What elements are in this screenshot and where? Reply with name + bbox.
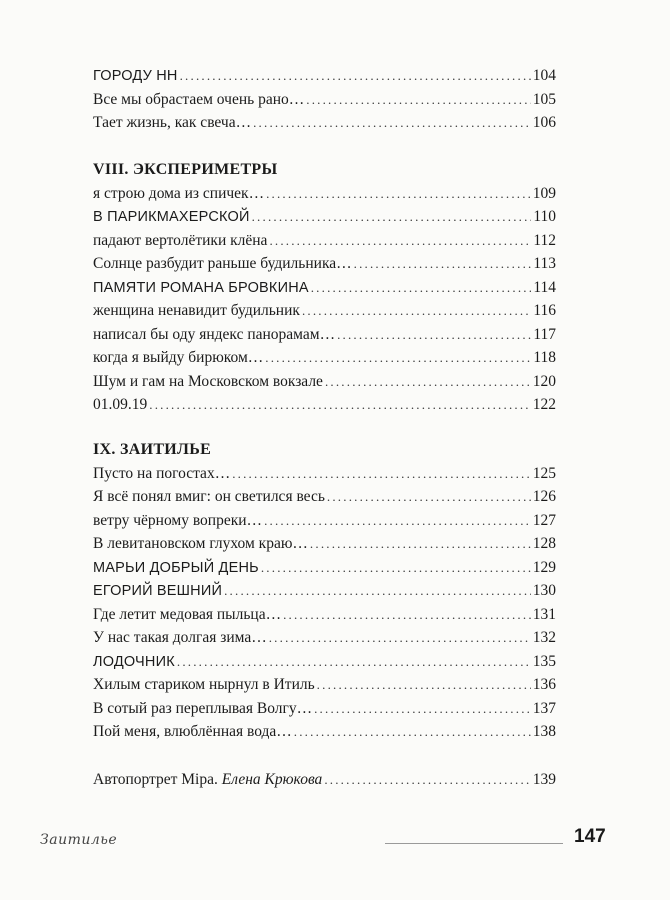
toc-entry[interactable] xyxy=(93,556,556,580)
toc-entry-page: 130 xyxy=(532,582,556,599)
footer-rule xyxy=(385,843,563,844)
toc-entry-page: 117 xyxy=(533,325,556,343)
toc-entry-page: 122 xyxy=(532,396,556,413)
toc-section-9 xyxy=(93,462,556,744)
toc-entry-page: 135 xyxy=(532,652,556,670)
toc-entry-title: ЕГОРИЙ ВЕШНИЙ xyxy=(93,583,223,599)
toc-entry[interactable] xyxy=(93,673,556,697)
toc-entry-page: 136 xyxy=(532,676,556,693)
leader-dots xyxy=(177,650,531,674)
toc-entry[interactable] xyxy=(93,252,556,276)
toc-entry-title: ПАМЯТИ РОМАНА БРОВКИНА xyxy=(93,279,309,296)
toc-entry[interactable] xyxy=(93,697,556,721)
leader-dots xyxy=(269,626,531,650)
leader-dots xyxy=(180,64,531,88)
toc-entry-title: Все мы обрастаем очень рано… xyxy=(93,90,305,108)
toc-entry-title: Автопортрет Міра. Елена Крюкова xyxy=(93,770,323,788)
leader-dots xyxy=(294,720,531,744)
toc-entry-title: У нас такая долгая зима… xyxy=(93,629,267,646)
toc-entry-title: когда я выйду бирюком… xyxy=(93,349,264,366)
toc-group-start xyxy=(93,64,556,135)
leader-dots xyxy=(302,299,531,323)
toc-entry[interactable] xyxy=(93,229,556,253)
toc-entry-title: 01.09.19 xyxy=(93,396,148,413)
section-heading-8: VIII. ЭКСПЕРИМЕТРЫ xyxy=(93,160,278,178)
toc-entry-page: 114 xyxy=(533,278,556,296)
toc-entry[interactable] xyxy=(93,720,556,744)
toc-entry[interactable] xyxy=(93,393,556,417)
toc-entry[interactable] xyxy=(93,462,556,486)
toc-entry-page: 126 xyxy=(532,488,556,505)
leader-dots xyxy=(317,673,531,697)
toc-section-8 xyxy=(93,182,556,417)
leader-dots xyxy=(283,603,531,627)
toc-entry-title: Солнце разбудит раньше будильника… xyxy=(93,255,352,272)
toc-entry-title: ЛОДОЧНИК xyxy=(93,653,175,670)
toc-entry-title: МАРЬИ ДОБРЫЙ ДЕНЬ xyxy=(93,559,259,576)
leader-dots xyxy=(337,323,531,347)
toc-entry-page: 110 xyxy=(533,208,556,225)
toc-entry-title: женщина ненавидит будильник xyxy=(93,302,300,319)
toc-entry-page: 105 xyxy=(532,90,556,108)
toc-entry[interactable] xyxy=(93,650,556,674)
toc-entry-title: ветру чёрному вопреки… xyxy=(93,511,263,529)
toc-entry[interactable] xyxy=(93,579,556,603)
toc-entry-page: 129 xyxy=(532,558,556,576)
leader-dots xyxy=(269,229,531,253)
toc-entry-title: В левитановском глухом краю… xyxy=(93,535,308,552)
toc-entry[interactable] xyxy=(93,111,556,135)
toc-entry[interactable] xyxy=(93,626,556,650)
toc-entry-title: Шум и гам на Московском вокзале xyxy=(93,372,323,390)
toc-entry-title: Пой меня, влюблённая вода… xyxy=(93,723,292,740)
toc-entry-page: 106 xyxy=(532,114,556,131)
toc-entry[interactable] xyxy=(93,299,556,323)
toc-entry[interactable] xyxy=(93,603,556,627)
toc-entry[interactable] xyxy=(93,88,556,112)
leader-dots xyxy=(324,768,530,792)
table-of-contents xyxy=(93,64,556,791)
toc-entry-page: 138 xyxy=(532,723,556,740)
toc-entry-page: 118 xyxy=(533,349,556,366)
leader-dots xyxy=(265,346,531,370)
toc-entry-title: В ПАРИКМАХЕРСКОЙ xyxy=(93,209,250,225)
toc-entry-title: Где летит медовая пыльца… xyxy=(93,605,282,623)
toc-entry-page: 125 xyxy=(532,464,556,482)
toc-entry-page: 132 xyxy=(532,629,556,646)
leader-dots xyxy=(224,579,531,603)
toc-entry[interactable] xyxy=(93,64,556,88)
toc-entry-title: В сотый раз переплывая Волгу… xyxy=(93,699,313,717)
toc-entry-title: Я всё понял вмиг: он светился весь xyxy=(93,488,325,505)
toc-entry-page: 128 xyxy=(532,535,556,552)
toc-entry-title: падают вертолётики клёна xyxy=(93,231,268,249)
page-number: 147 xyxy=(574,826,606,847)
toc-entry-title: Хилым стариком нырнул в Итиль xyxy=(93,676,315,693)
toc-entry-page: 131 xyxy=(532,605,556,623)
leader-dots xyxy=(266,182,531,206)
toc-entry-page: 120 xyxy=(532,372,556,390)
toc-entry-author: Елена Крюкова xyxy=(221,770,323,788)
toc-entry[interactable] xyxy=(93,182,556,206)
toc-entry-page: 127 xyxy=(532,511,556,529)
leader-dots xyxy=(354,252,532,276)
toc-entry-page: 116 xyxy=(533,302,556,319)
section-heading-9: IX. ЗАИТИЛЬЕ xyxy=(93,440,212,458)
leader-dots xyxy=(314,697,531,721)
toc-entry[interactable] xyxy=(93,276,556,300)
toc-entry-page: 113 xyxy=(533,255,556,272)
toc-entry[interactable] xyxy=(93,532,556,556)
leader-dots xyxy=(232,462,531,486)
toc-entry-page: 112 xyxy=(533,231,556,249)
leader-dots xyxy=(252,205,532,229)
leader-dots xyxy=(310,532,531,556)
leader-dots xyxy=(325,370,531,394)
toc-entry[interactable] xyxy=(93,346,556,370)
leader-dots xyxy=(261,556,531,580)
toc-entry-page: 137 xyxy=(532,699,556,717)
leader-dots xyxy=(264,509,531,533)
leader-dots xyxy=(327,485,531,509)
toc-entry-page: 104 xyxy=(532,67,556,84)
toc-entry-title: Пусто на погостах… xyxy=(93,464,231,482)
leader-dots xyxy=(306,88,531,112)
toc-entry-title: Тает жизнь, как свеча… xyxy=(93,114,252,131)
leader-dots xyxy=(311,276,532,300)
leader-dots xyxy=(149,393,531,417)
toc-entry[interactable] xyxy=(93,205,556,229)
toc-entry[interactable] xyxy=(93,509,556,533)
toc-entry-title: я строю дома из спичек… xyxy=(93,184,265,202)
toc-entry[interactable] xyxy=(93,323,556,347)
leader-dots xyxy=(253,111,531,135)
toc-entry[interactable] xyxy=(93,370,556,394)
toc-entry-title: написал бы оду яндекс панорамам… xyxy=(93,325,336,343)
toc-entry-page: 109 xyxy=(532,184,556,202)
running-footer-title: Заитилье xyxy=(40,832,118,848)
toc-entry-afterword[interactable] xyxy=(93,768,556,792)
toc-entry-title: ГОРОДУ НН xyxy=(93,68,178,84)
toc-entry[interactable] xyxy=(93,485,556,509)
toc-entry-page: 139 xyxy=(532,770,556,788)
